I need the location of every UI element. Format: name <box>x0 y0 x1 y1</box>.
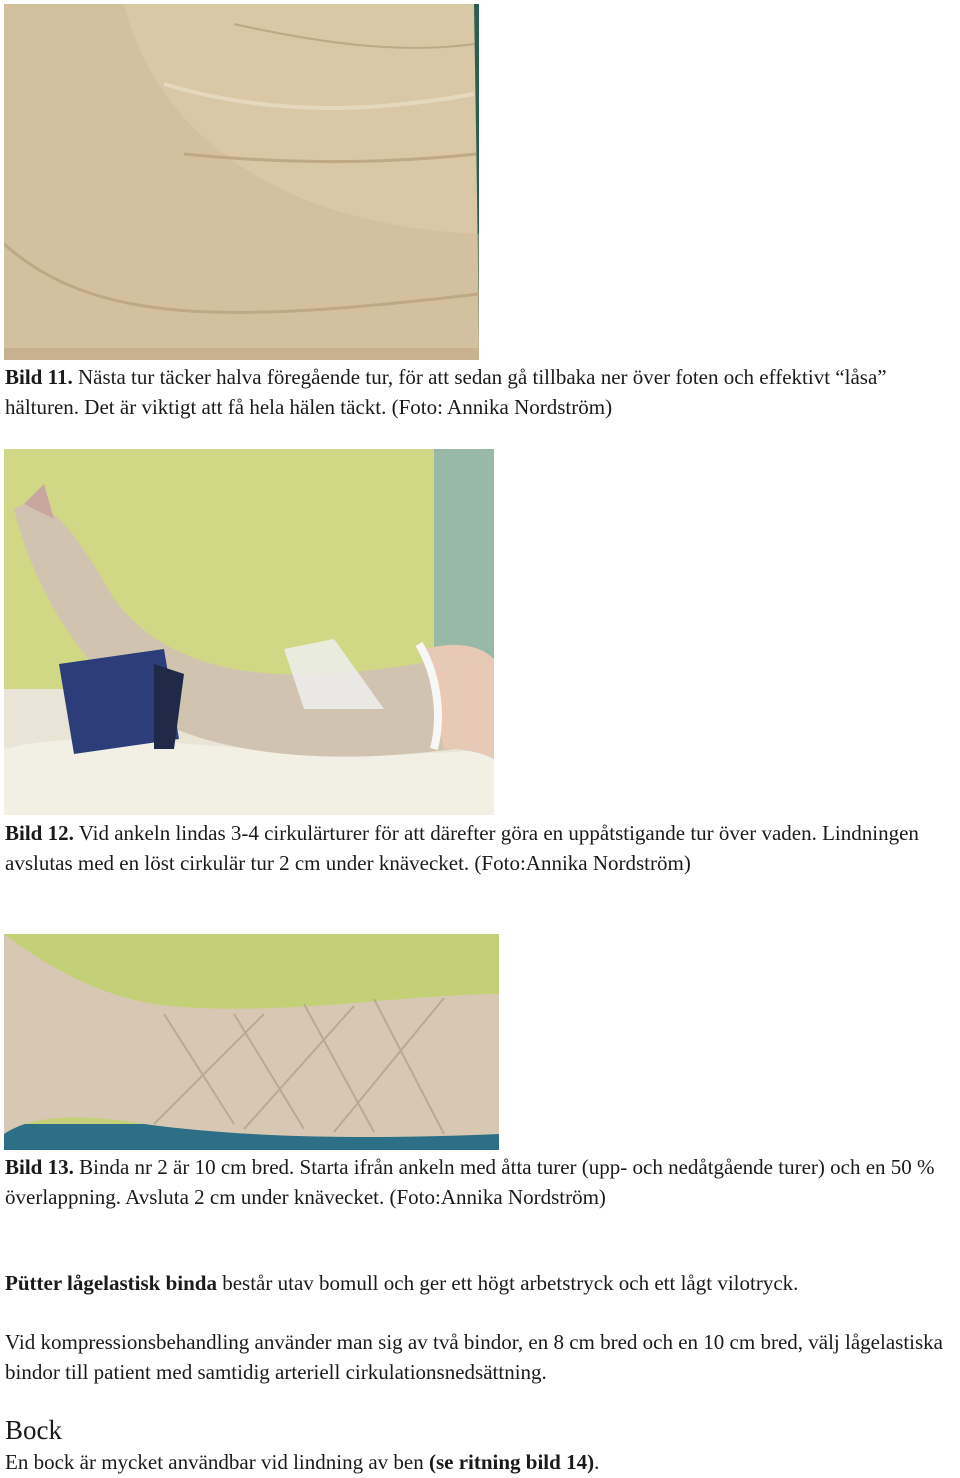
paragraph-compression <box>5 1327 955 1387</box>
caption-text: Nästa tur täcker halva föregående tur, för att sedan gå tillbaka ner över foten och effektivt “låsa” hälturen. Det är viktigt att få hela hälen täckt. (Foto: Annika Nordström) <box>5 365 887 419</box>
paragraph-putter <box>5 1268 955 1298</box>
caption-bild-11 <box>5 362 955 422</box>
section-heading-bock: Bock <box>5 1415 62 1445</box>
caption-text: Vid ankeln lindas 3-4 cirkulärturer för att därefter göra en uppåtstigande tur över vaden. Lindningen avslutas med en löst cirkulär tur 2 cm under knävecket. (Foto:Annika Nordström) <box>5 821 919 875</box>
bock-text-end: . <box>594 1450 600 1474</box>
photo-bild-13 <box>4 934 499 1150</box>
caption-bild-12 <box>5 818 955 878</box>
caption-label: Bild 13. <box>5 1155 74 1179</box>
bock-text: En bock är mycket användbar vid lindning av ben <box>5 1450 429 1474</box>
caption-label: Bild 11. <box>5 365 73 389</box>
paragraph-bock <box>5 1447 955 1477</box>
caption-bild-13 <box>5 1152 955 1212</box>
photo-bild-11 <box>4 4 479 360</box>
caption-label: Bild 12. <box>5 821 74 845</box>
bock-reference-link: (se ritning bild 14) <box>428 1450 595 1474</box>
putter-bold-term: Pütter lågelastisk binda <box>5 1271 217 1295</box>
caption-text: Binda nr 2 är 10 cm bred. Starta ifrån ankeln med åtta turer (upp- och nedåtgående turer) och en 50 % överlappning. Avsluta 2 cm under knävecket. (Foto:Annika Nordström) <box>5 1155 935 1209</box>
putter-text: består utav bomull och ger ett högt arbetstryck och ett lågt vilotryck. <box>216 1271 799 1295</box>
compression-text: Vid kompressionsbehandling använder man sig av två bindor, en 8 cm bred och en 10 cm bred, välj lågelastiska bindor till patient med samtidig arteriell cirkulationsnedsättning. <box>5 1330 943 1384</box>
photo-bild-12 <box>4 449 494 815</box>
